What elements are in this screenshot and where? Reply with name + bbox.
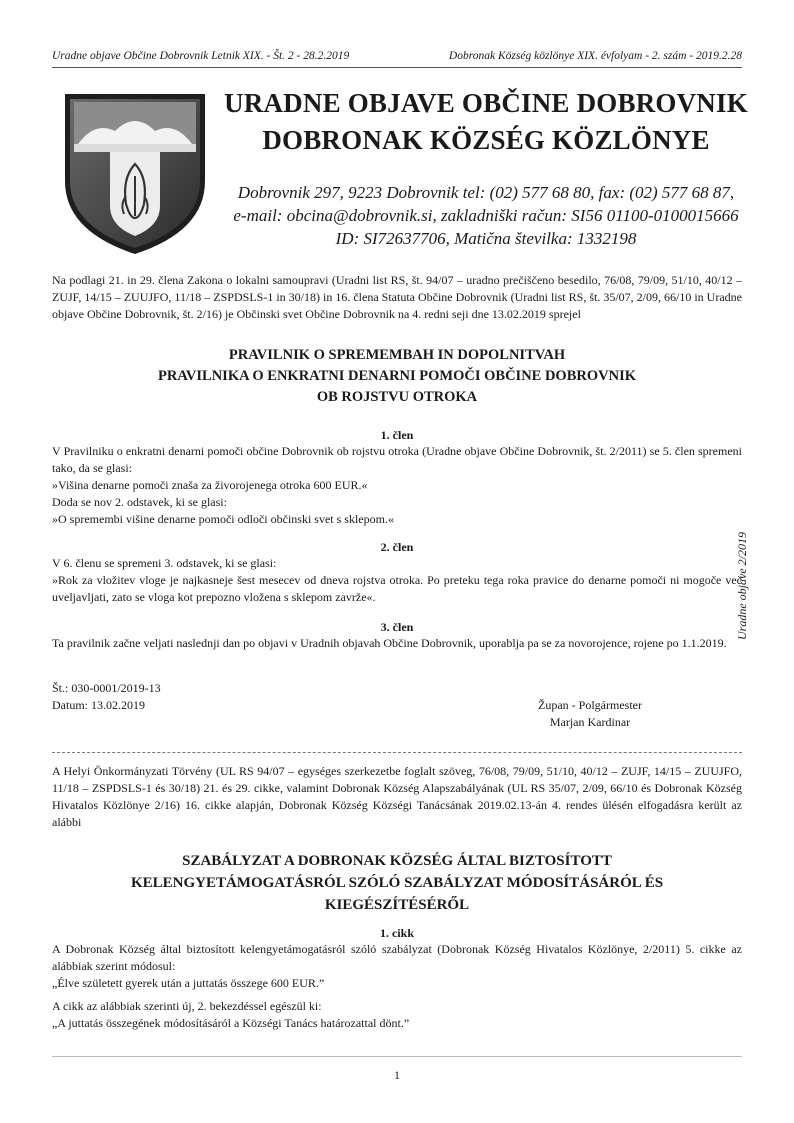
masthead-title-hu: DOBRONAK KÖZSÉG KÖZLÖNYE <box>262 125 710 155</box>
hungarian-article1-line1: A Dobronak Község által biztosított kelengyetámogatásról szóló szabályzat (Dobronak Község Hivatalos Közlönye, 2/2011) 5. cikke az alábbiak szerint módosul: <box>52 942 742 973</box>
slovenian-article1-body <box>52 443 742 528</box>
slovenian-preamble: Na podlagi 21. in 29. člena Zakona o lokalni samoupravi (Uradni list RS, št. 94/07 – uradno prečiščeno besedilo, 76/08, 79/09, 51/10, 40/12 – ZUJF, 14/15 – ZUUJFO, 11/18 – ZSPDSLS-1 in 30/18) in 16. člena Statuta Občine Dobrovnik (Uradni list RS, št. 35/07, 2/09, 66/10 in Uradne objave Občine Dobrovnik, št. 2/16) je Občinski svet Občine Dobrovnik na 4. redni seji dne 13.02.2019 sprejel <box>52 273 742 321</box>
slovenian-article1-line2: »Višina denarne pomoči znaša za živorojenega otroka 600 EUR.« <box>52 478 368 492</box>
running-header-left: Uradne objave Občine Dobrovnik Letnik XIX. - Št. 2 - 28.2.2019 <box>52 50 350 62</box>
coat-of-arms-logo <box>60 86 210 256</box>
slovenian-title-line1: PRAVILNIK O SPREMEMBAH IN DOPOLNITVAH <box>228 347 566 363</box>
slovenian-article1-heading: 1. člen <box>380 428 414 442</box>
header-rule <box>52 67 742 68</box>
hungarian-article1-line2: „Élve született gyerek után a juttatás összege 600 EUR.” <box>52 976 325 990</box>
slovenian-article2-line2: »Rok za vložitev vloge je najkasneje šest mesecev od dneva rojstva otroka. Po preteku tega roka pravice do denarne pomoči ni mogoče več uveljavljati, zato se vloga kot prepozno vložena s sklepom zavrže«. <box>52 573 742 604</box>
section-separator <box>52 752 742 753</box>
masthead-address-line2: e-mail: obcina@dobrovnik.si, zakladniški račun: SI56 01100-0100015666 <box>233 206 739 225</box>
hungarian-article1-heading: 1. cikk <box>379 926 414 940</box>
masthead-address-line3: ID: SI72637706, Matična številka: 1332198 <box>335 229 637 248</box>
hungarian-preamble: A Helyi Önkormányzati Törvény (UL RS 94/07 – egységes szerkezetbe foglalt szöveg, 76/08, 79/09, 51/10, 40/12 – ZUJF, 14/15 – ZUUJFO, 11/18 – ZSPDSLS-1 és 30/18) 21. és 29. cikke, valamint Dobronak Község Alapszabályának (UL RS 35/07, 2/09, 66/10 és Dobronak Község Hivatalos Közlönye 2/16) 16. cikke alapján, Dobronak Község Községi Tanácsának 2019.02.13-án 4. rendes ülésén elfogadásra került az alábbi <box>52 764 742 829</box>
masthead-address-line1: Dobrovnik 297, 9223 Dobrovnik tel: (02) 577 68 80, fax: (02) 577 68 87, <box>237 183 735 202</box>
hungarian-article1-body <box>52 941 742 1032</box>
slovenian-title <box>52 345 742 408</box>
signature-block <box>500 697 680 731</box>
footer-rule <box>52 1056 742 1057</box>
page-number: 1 <box>394 1068 400 1082</box>
slovenian-article3-body: Ta pravilnik začne veljati naslednji dan po objavi v Uradnih objavah Občine Dobrovnik, uporablja pa se za novorojence, rojene po 1.1.2019. <box>52 636 727 650</box>
reference-number: Št.: 030-0001/2019-13 <box>52 681 161 695</box>
hungarian-title-line3: KIEGÉSZÍTÉSÉRŐL <box>324 897 470 913</box>
hungarian-title <box>52 850 742 916</box>
running-header-right: Dobronak Község közlönye XIX. évfolyam - 2. szám - 2019.2.28 <box>448 50 742 62</box>
slovenian-reference <box>52 680 352 714</box>
slovenian-title-line3: OB ROJSTVU OTROKA <box>316 389 478 405</box>
hungarian-title-line2: KELENGYETÁMOGATÁSRÓL SZÓLÓ SZABÁLYZAT MÓDOSÍTÁSÁRÓL ÉS <box>130 875 664 891</box>
hungarian-article1-line4: „A juttatás összegének módosításáról a Községi Tanács határozattal dönt.” <box>52 1016 410 1030</box>
slovenian-article3-heading: 3. člen <box>380 620 414 634</box>
masthead-title-sl: URADNE OBJAVE OBČINE DOBROVNIK <box>224 88 748 118</box>
hungarian-title-line1: SZABÁLYZAT A DOBRONAK KÖZSÉG ÁLTAL BIZTOSÍTOTT <box>182 853 612 869</box>
slovenian-article1-line3: Doda se nov 2. odstavek, ki se glasi: <box>52 495 227 509</box>
signatory-title: Župan - Polgármester <box>538 698 642 712</box>
side-label: Uradne objave 2/2019 <box>735 532 749 640</box>
signatory-name: Marjan Kardinar <box>549 715 631 729</box>
slovenian-article2-line1: V 6. členu se spremeni 3. odstavek, ki se glasi: <box>52 556 277 570</box>
reference-date: Datum: 13.02.2019 <box>52 698 145 712</box>
slovenian-article2-body <box>52 555 742 606</box>
hungarian-article1-line3: A cikk az alábbiak szerinti új, 2. bekezdéssel egészül ki: <box>52 999 322 1013</box>
slovenian-title-line2: PRAVILNIKA O ENKRATNI DENARNI POMOČI OBČINE DOBROVNIK <box>157 368 636 384</box>
slovenian-article2-heading: 2. člen <box>380 540 414 554</box>
slovenian-article1-line1: V Pravilniku o enkratni denarni pomoči občine Dobrovnik ob rojstvu otroka (Uradne objave Občine Dobrovnik, št. 2/2011) se 5. člen spremeni tako, da se glasi: <box>52 444 742 475</box>
slovenian-article1-line4: »O spremembi višine denarne pomoči odloči občinski svet s sklepom.« <box>52 512 394 526</box>
